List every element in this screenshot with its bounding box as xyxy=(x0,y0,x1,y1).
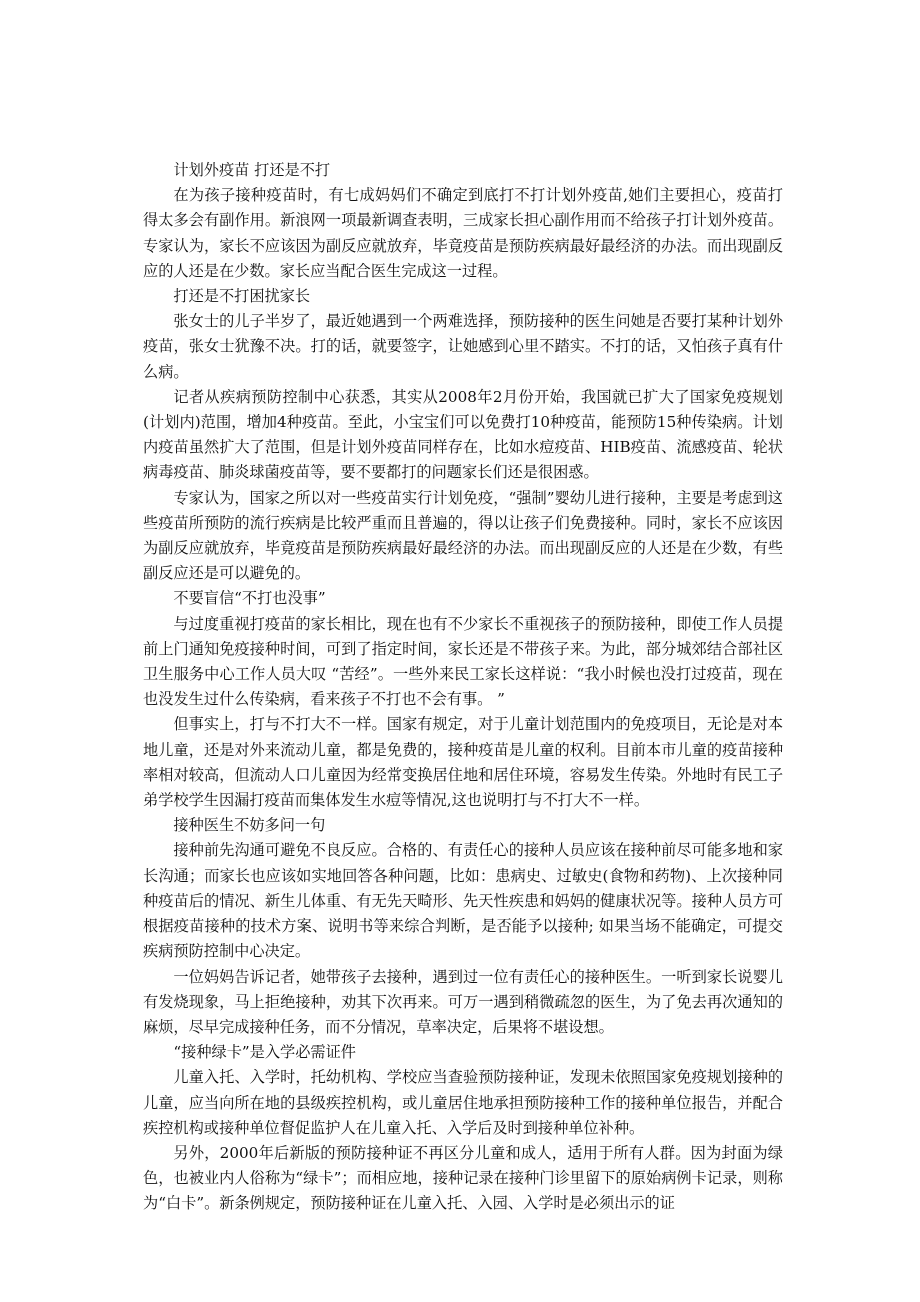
paragraph: 张女士的儿子半岁了，最近她遇到一个两难选择，预防接种的医生问她是否要打某种计划外疫苗，张女士犹豫不决。打的话，就要签字，让她感到心里不踏实。不打的话，又怕孩子真有什么病。 xyxy=(143,312,783,381)
paragraph: 接种前先沟通可避免不良反应。合格的、有责任心的接种人员应该在接种前尽可能多地和家长沟通；而家长也应该如实地回答各种问题，比如：患病史、过敏史(食物和药物)、上次接种同种疫苗后的情况、新生儿体重、有无先天畸形、先天性疾患和妈妈的健康状况等。接种人员方可根据疫苗接种的技术方案、说明书等来综合判断，是否能予以接种; 如果当场不能确定，可提交疾病预防控制中心决定。 xyxy=(143,841,783,961)
paragraph: 记者从疾病预防控制中心获悉，其实从2008年2月份开始，我国就已扩大了国家免疫规划(计划内)范围，增加4种疫苗。至此，小宝宝们可以免费打10种疫苗，能预防15种传染病。计划内疫苗虽然扩大了范围，但是计划外疫苗同样存在，比如水痘疫苗、HIB疫苗、流感疫苗、轮状病毒疫苗、肺炎球菌疫苗等，要不要都打的问题家长们还是很困惑。 xyxy=(143,387,783,482)
paragraph: 一位妈妈告诉记者，她带孩子去接种，遇到过一位有责任心的接种医生。一听到家长说婴儿有发烧现象，马上拒绝接种，劝其下次再来。可万一遇到稍微疏忽的医生，为了免去再次通知的麻烦，尽早完成接种任务，而不分情况，草率决定，后果将不堪设想。 xyxy=(143,967,783,1036)
section-heading: 接种医生不妨多问一句 xyxy=(173,816,326,835)
document-body xyxy=(143,158,783,1217)
section-heading: “接种绿卡”是入学必需证件 xyxy=(173,1043,356,1062)
paragraph: 儿童入托、入学时，托幼机构、学校应当查验预防接种证，发现未依照国家免疫规划接种的儿童，应当向所在地的县级疾控机构，或儿童居住地承担预防接种工作的接种单位报告，并配合疾控机构或接种单位督促监护人在儿童入托、入学后及时到接种单位补种。 xyxy=(143,1068,783,1137)
paragraph-intro: 在为孩子接种疫苗时，有七成妈妈们不确定到底打不打计划外疫苗,她们主要担心，疫苗打得太多会有副作用。新浪网一项最新调查表明，三成家长担心副作用而不给孩子打计划外疫苗。专家认为，家长不应该因为副反应就放弃，毕竟疫苗是预防疾病最好最经济的办法。而出现副反应的人还是在少数。家长应当配合医生完成这一过程。 xyxy=(143,186,783,280)
paragraph: 另外，2000年后新版的预防接种证不再区分儿童和成人，适用于所有人群。因为封面为绿色，也被业内人俗称为“绿卡”；而相应地，接种记录在接种门诊里留下的原始病例卡记录，则称为“白卡”。新条例规定，预防接种证在儿童入托、入园、入学时是必须出示的证 xyxy=(143,1143,783,1213)
paragraph: 专家认为，国家之所以对一些疫苗实行计划免疫，“强制”婴幼儿进行接种，主要是考虑到这些疫苗所预防的流行疾病是比较严重而且普遍的，得以让孩子们免费接种。同时，家长不应该因为副反应就放弃，毕竟疫苗是预防疾病最好最经济的办法。而出现副反应的人还是在少数，有些副反应还是可以避免的。 xyxy=(143,488,783,583)
document-title: 计划外疫苗 打还是不打 xyxy=(173,161,331,179)
section-heading: 不要盲信“不打也没事” xyxy=(173,589,326,608)
paragraph: 但事实上，打与不打大不一样。国家有规定，对于儿童计划范围内的免疫项目，无论是对本地儿童，还是对外来流动儿童，都是免费的，接种疫苗是儿童的权利。目前本市儿童的疫苗接种率相对较高，但流动人口儿童因为经常变换居住地和居住环境，容易发生传染。外地时有民工子弟学校学生因漏打疫苗而集体发生水痘等情况,这也说明打与不打大不一样。 xyxy=(143,715,783,810)
section-heading: 打还是不打困扰家长 xyxy=(173,287,311,306)
paragraph: 与过度重视打疫苗的家长相比，现在也有不少家长不重视孩子的预防接种，即使工作人员提前上门通知免疫接种时间，可到了指定时间，家长还是不带孩子来。为此，部分城郊结合部社区卫生服务中心工作人员大叹 “苦经”。一些外来民工家长这样说：“我小时候也没打过疫苗，现在也没发生过什么传染病，看来孩子不打也不会有事。 ” xyxy=(143,614,783,709)
